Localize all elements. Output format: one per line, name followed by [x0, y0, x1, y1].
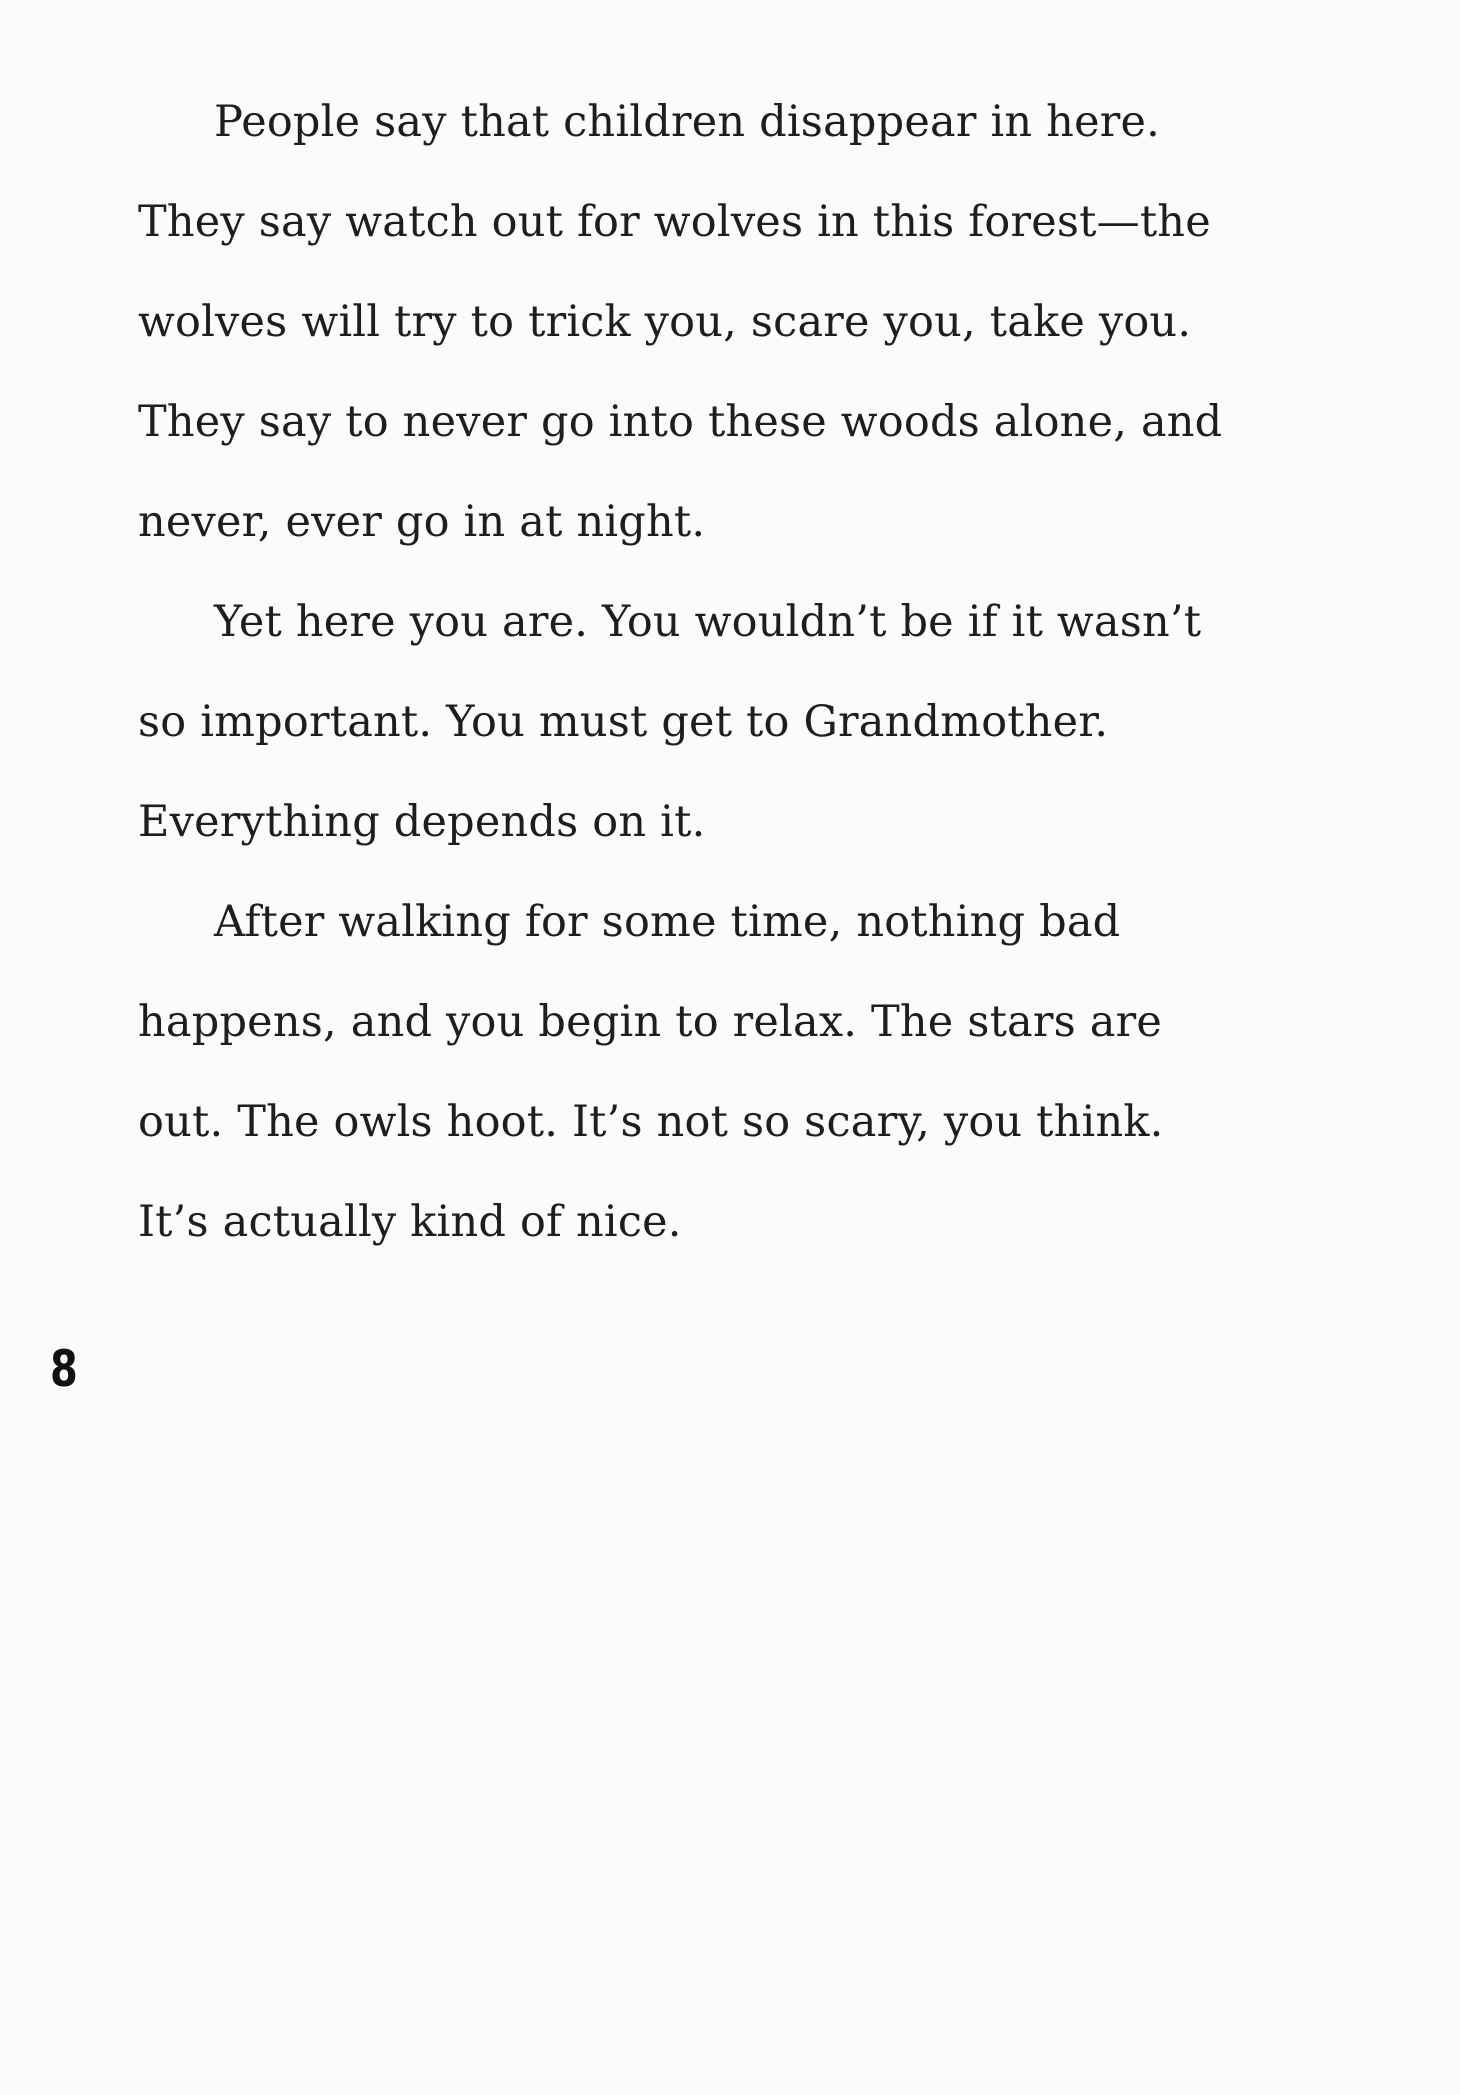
text-line: wolves will try to trick you, scare you, take you.: [138, 297, 1192, 347]
text-line: Yet here you are. You wouldn’t be if it wasn’t: [214, 597, 1202, 647]
text-line: They say watch out for wolves in this forest—the: [138, 197, 1211, 247]
page-number: 8: [50, 1340, 78, 1398]
text-line: happens, and you begin to relax. The stars are: [138, 997, 1163, 1047]
paragraph-3: [138, 882, 1318, 1282]
text-line: They say to never go into these woods alone, and: [138, 397, 1223, 447]
paragraph-1: [138, 82, 1318, 582]
text-line: never, ever go in at night.: [138, 497, 706, 547]
paragraph-2: [138, 582, 1318, 882]
body-text: [138, 82, 1318, 1282]
text-line: It’s actually kind of nice.: [138, 1197, 682, 1247]
text-line: out. The owls hoot. It’s not so scary, you think.: [138, 1097, 1164, 1147]
text-line: Everything depends on it.: [138, 797, 706, 847]
text-line: After walking for some time, nothing bad: [214, 897, 1121, 947]
text-line: so important. You must get to Grandmother.: [138, 697, 1109, 747]
text-line: People say that children disappear in here.: [214, 97, 1160, 147]
